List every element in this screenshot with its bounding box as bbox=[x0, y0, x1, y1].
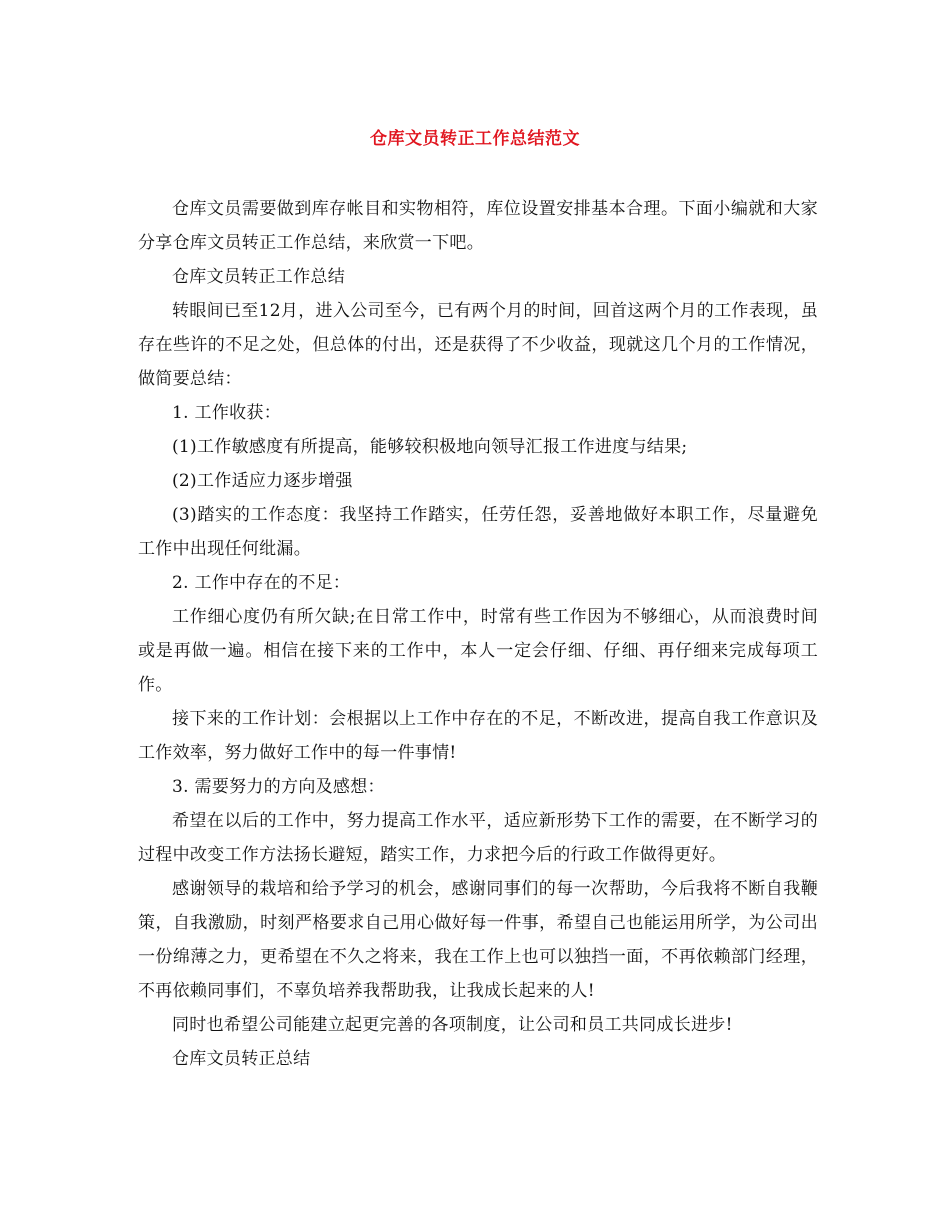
paragraph-plan: 接下来的工作计划：会根据以上工作中存在的不足，不断改进，提高自我工作意识及工作效率，努力做好工作中的每一件事情! bbox=[138, 709, 818, 763]
section-heading: 仓库文员转正工作总结 bbox=[172, 267, 345, 287]
paragraph-wish: 同时也希望公司能建立起更完善的各项制度，让公司和员工共同成长进步! bbox=[172, 1015, 733, 1035]
list-item-gain-2: (2)工作适应力逐步增强 bbox=[172, 471, 353, 491]
paragraph-hope: 希望在以后的工作中，努力提高工作水平，适应新形势下工作的需要，在不断学习的过程中改变工作方法扬长避短，踏实工作，力求把今后的行政工作做得更好。 bbox=[138, 811, 818, 865]
list-heading-shortcomings: 2. 工作中存在的不足： bbox=[172, 573, 351, 593]
document-title: 仓库文员转正工作总结范文 bbox=[370, 129, 580, 149]
paragraph-intro: 仓库文员需要做到库存帐目和实物相符，库位设置安排基本合理。下面小编就和大家分享仓库文员转正工作总结，来欣赏一下吧。 bbox=[138, 199, 818, 253]
paragraph-overview: 转眼间已至12月，进入公司至今，已有两个月的时间，回首这两个月的工作表现，虽存在些许的不足之处，但总体的付出，还是获得了不少收益，现就这几个月的工作情况，做简要总结： bbox=[138, 301, 818, 389]
paragraph-thanks: 感谢领导的栽培和给予学习的机会，感谢同事们的每一次帮助，今后我将不断自我鞭策，自我激励，时刻严格要求自己用心做好每一件事，希望自己也能运用所学，为公司出一份绵薄之力，更希望在不久之将来，我在工作上也可以独挡一面，不再依赖部门经理，不再依赖同事们，不辜负培养我帮助我，让我成长起来的人! bbox=[138, 879, 818, 1001]
section-heading-2: 仓库文员转正总结 bbox=[172, 1049, 311, 1069]
document-body bbox=[138, 192, 818, 1076]
paragraph-shortcomings: 工作细心度仍有所欠缺;在日常工作中，时常有些工作因为不够细心，从而浪费时间或是再做一遍。相信在接下来的工作中，本人一定会仔细、仔细、再仔细来完成每项工作。 bbox=[138, 607, 818, 695]
list-item-gain-3: (3)踏实的工作态度：我坚持工作踏实，任劳任怨，妥善地做好本职工作，尽量避免工作中出现任何纰漏。 bbox=[138, 505, 818, 559]
list-heading-direction: 3. 需要努力的方向及感想： bbox=[172, 777, 385, 797]
list-item-gain-1: (1)工作敏感度有所提高，能够较积极地向领导汇报工作进度与结果; bbox=[172, 437, 688, 457]
list-heading-gains: 1. 工作收获： bbox=[172, 403, 282, 423]
